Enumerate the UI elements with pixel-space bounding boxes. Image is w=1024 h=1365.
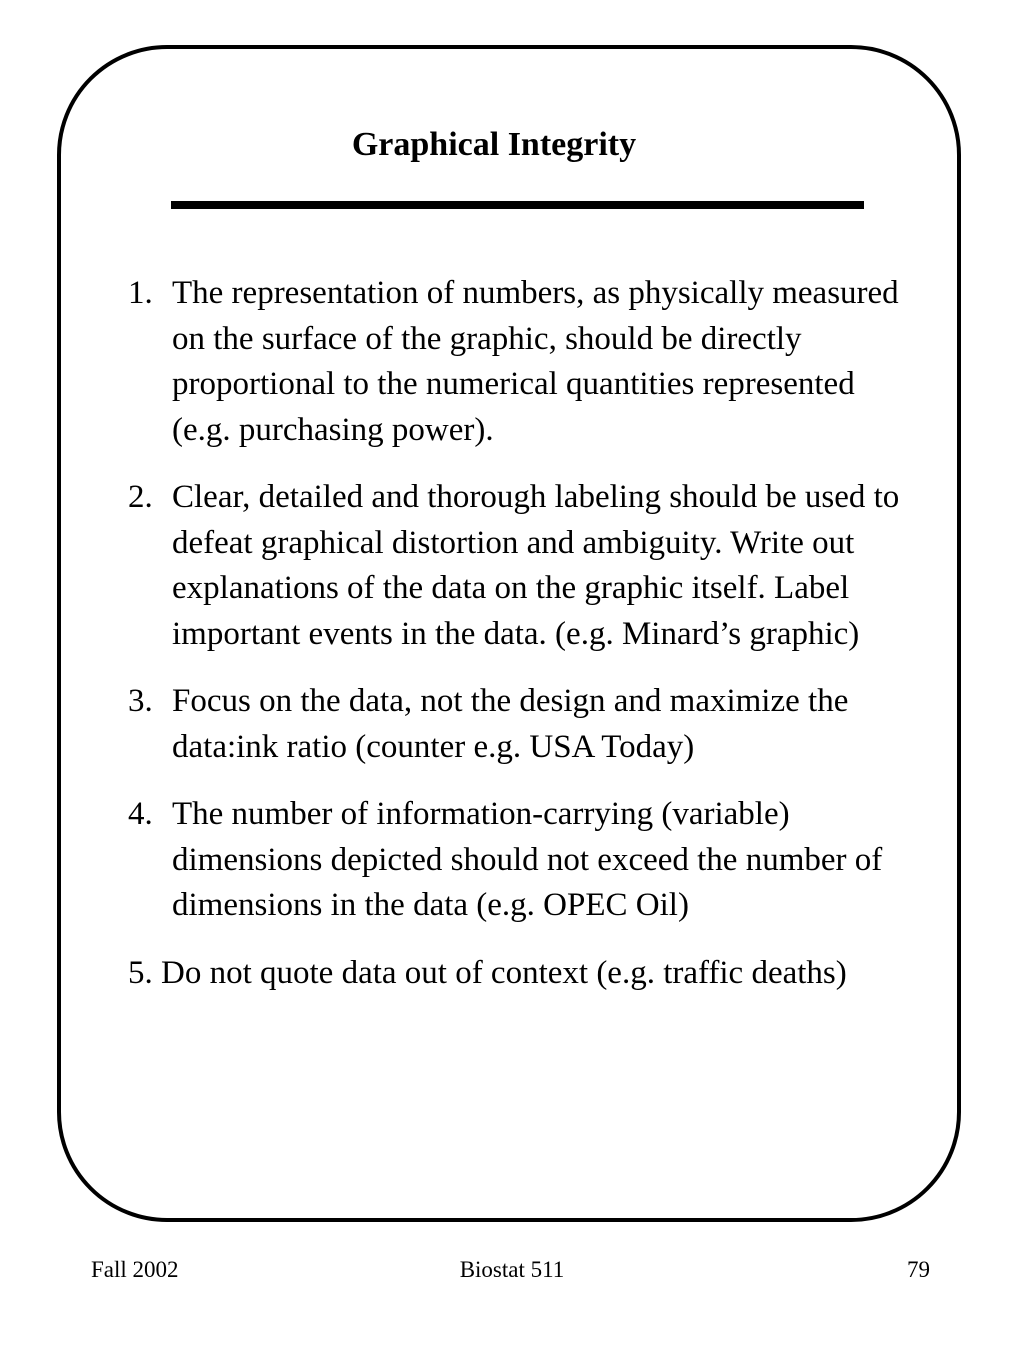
list-item-number: 4. [128, 796, 153, 832]
list-item-text: Focus on the data, not the design and maximize the data:ink ratio (counter e.g. USA Today) [172, 683, 849, 765]
slide-title: Graphical Integrity [351, 126, 637, 163]
list-item [128, 792, 918, 929]
list-item-text: Clear, detailed and thorough labeling should be used to defeat graphical distortion and ambiguity. Write out explanations of the data on the graphic itself. Label important events in the data. (e.g. Minard’s graphic) [172, 479, 900, 652]
list-item [128, 475, 918, 657]
footer-course: Biostat 511 [459, 1257, 565, 1282]
list-item-text: Do not quote data out of context (e.g. traffic deaths) [161, 954, 847, 991]
list-item [128, 951, 918, 997]
list-item-number: 1. [128, 275, 153, 311]
footer-term: Fall 2002 [91, 1257, 179, 1282]
list-item-text: The representation of numbers, as physically measured on the surface of the graphic, should be directly proportional to the numerical quantities represented (e.g. purchasing power). [172, 275, 899, 448]
list-item-number: 3. [128, 683, 153, 719]
list-item-number: 2. [128, 479, 153, 515]
list-item [128, 679, 918, 770]
list-item [128, 271, 918, 453]
list-item-text: The number of information-carrying (variable) dimensions depicted should not exceed the number of dimensions in the data (e.g. OPEC Oil) [172, 796, 883, 923]
integrity-principles-list [128, 271, 918, 1018]
list-item-number: 5. [128, 954, 153, 991]
title-divider [171, 201, 864, 209]
footer-page-number: 79 [907, 1257, 930, 1282]
